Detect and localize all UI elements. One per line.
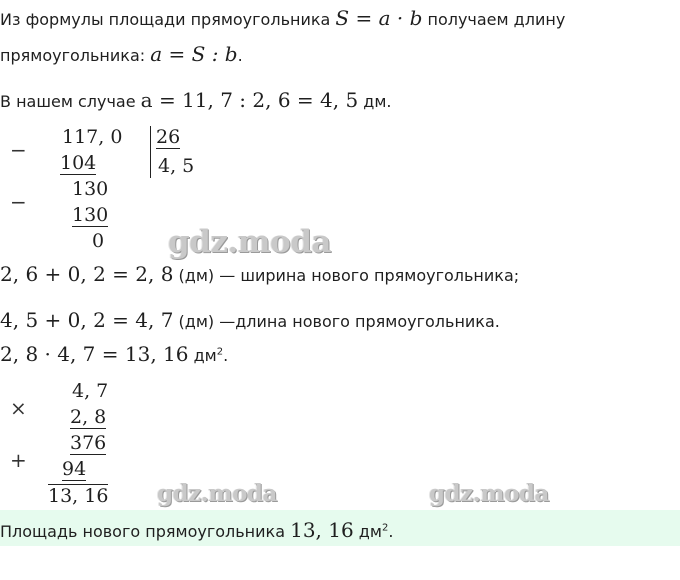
length-calculation: a = 11, 7 : 2, 6 = 4, 5 (140, 88, 359, 112)
partial-product-1: 376 (70, 432, 107, 454)
quotient: 4, 5 (158, 155, 195, 177)
division-minus-1: − (10, 138, 27, 162)
partial-product-2: 94 (62, 458, 87, 480)
width-calculation: 2, 6 + 0, 2 = 2, 8 (0, 262, 174, 286)
subtrahend-1: 104 (60, 152, 97, 174)
factor-1: 4, 7 (72, 380, 109, 402)
intro-text-2a: прямоугольника: (0, 46, 151, 65)
calc-text-a: В нашем случае (0, 92, 141, 111)
area-calculation: 2, 8 · 4, 7 = 13, 16 (0, 342, 189, 366)
intro-text-1a: Из формулы площади прямоугольника (0, 10, 336, 29)
subtrahend-2: 130 (72, 204, 109, 226)
watermark-3: gdz.moda (429, 480, 549, 507)
new-length-calculation: 4, 5 + 0, 2 = 4, 7 (0, 308, 174, 332)
length-line (0, 308, 500, 332)
intro-line-2 (0, 42, 243, 66)
remainder-1: 130 (72, 178, 109, 200)
area-line (0, 342, 228, 366)
length-text: (дм) —длина нового прямоугольника. (173, 312, 500, 331)
factor-2: 2, 8 (70, 406, 107, 428)
length-formula: a = S : b (150, 42, 238, 66)
addition-sign: + (10, 448, 27, 472)
calculation-line (0, 88, 392, 112)
remainder-2: 0 (92, 230, 105, 252)
calc-text-b: дм. (358, 92, 392, 111)
product: 13, 16 (48, 485, 109, 507)
answer-unit: дм (353, 522, 382, 541)
multiplication-sign: × (10, 396, 27, 420)
area-unit: дм (188, 346, 217, 365)
division-bar (150, 126, 151, 178)
intro-line-1 (0, 6, 565, 30)
area-unit-sup: 2 (216, 346, 224, 358)
answer-line (0, 518, 393, 542)
dividend: 117, 0 (62, 126, 123, 148)
answer-box (0, 510, 680, 546)
area-end: . (223, 346, 229, 365)
watermark-1: gdz.moda (168, 224, 331, 260)
watermark-2: gdz.moda (157, 480, 277, 507)
answer-text: Площадь нового прямоугольника (0, 522, 291, 541)
intro-text-1b: получаем длину (422, 10, 566, 29)
division-minus-2: − (10, 190, 27, 214)
divisor: 26 (156, 126, 181, 148)
answer-end: . (388, 522, 394, 541)
width-line (0, 262, 519, 286)
width-text: (дм) — ширина нового прямоугольника; (173, 266, 520, 285)
area-formula: S = a · b (335, 6, 423, 30)
answer-value: 13, 16 (290, 518, 354, 542)
answer-unit-sup: 2 (381, 522, 389, 534)
intro-text-2b: . (237, 46, 243, 65)
